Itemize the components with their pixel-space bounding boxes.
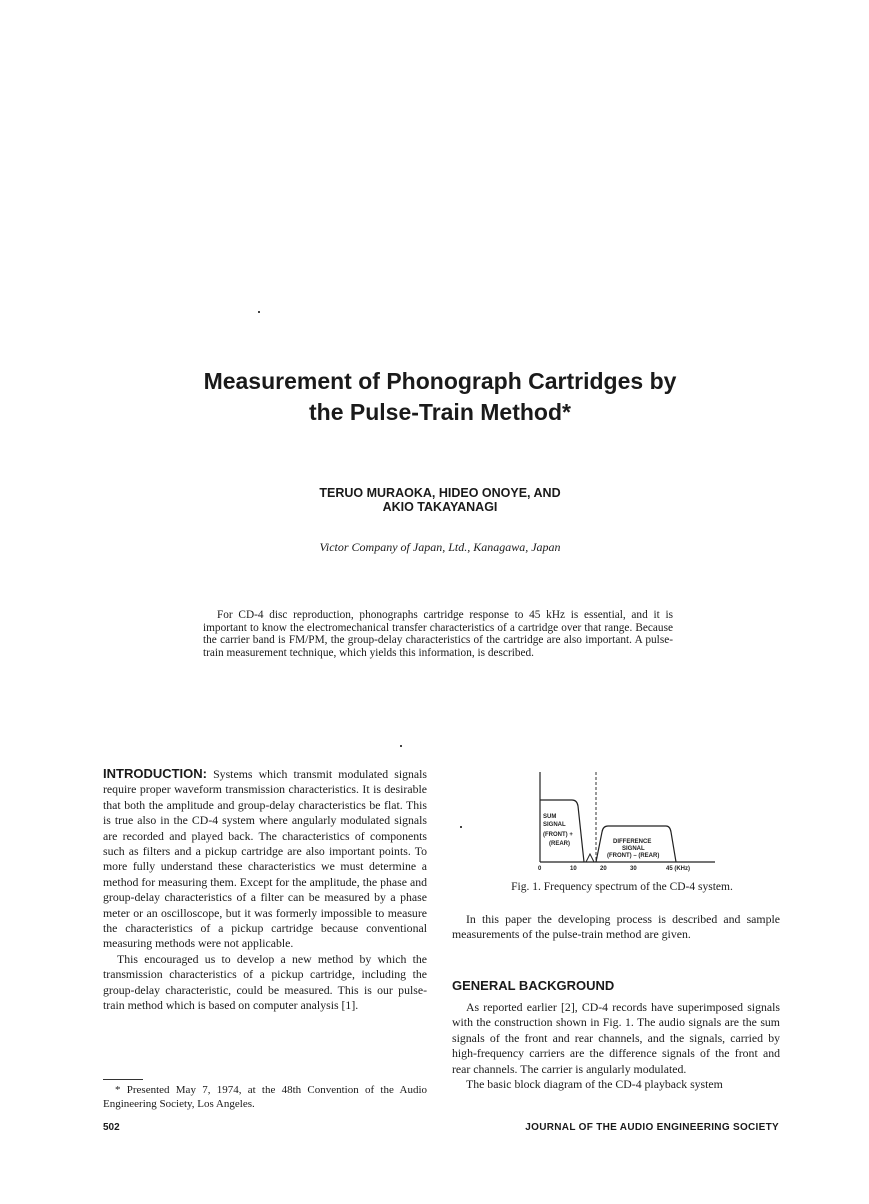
- diff-label-3: (FRONT) – (REAR): [607, 853, 660, 859]
- intro-text-1: Systems which transmit modulated signals require proper waveform transmission characteristics. It is desirable that both the amplitude and group-delay characteristics be flat. This is true also in the CD-4 system where angularly modulated signals are recorded and played back. The characteristics of components such as filters and a pickup cartridge are also important points. To more fully understand these characteristics we must determine a method for measuring them. Except for the amplitude, the phase and group-delay characteristics of a filter can be measured by a phase meter or an oscilloscope, but it was formerly impossible to measure the characteristics of a pickup cartridge because conventional measuring methods were not applicable.: [103, 767, 427, 951]
- tick-10: 10: [570, 866, 577, 872]
- tick-45: 45 (KHz): [666, 866, 691, 872]
- diff-label-2: SIGNAL: [622, 846, 645, 852]
- sum-signal-curve: [540, 800, 584, 862]
- gap-mark: [586, 854, 594, 862]
- tick-20: 20: [600, 866, 607, 872]
- diff-label-1: DIFFERENCE: [613, 839, 652, 845]
- abstract: For CD-4 disc reproduction, phonographs cartridge response to 45 kHz is essential, and it is important to know the electromechanical transfer characteristics of a cartridge over that range. Because the carrier band is FM/PM, the group-delay characteristics of the cartridge are also important. A pulse-train measurement technique, which yields this information, is described.: [203, 609, 673, 659]
- footnote: * Presented May 7, 1974, at the 48th Convention of the Audio Engineering Society, Los Angeles.: [103, 1084, 427, 1110]
- sum-label-3: (FRONT) +: [543, 832, 573, 838]
- authors-line-2: AKIO TAKAYANAGI: [382, 500, 498, 514]
- right-paragraph-1: In this paper the developing process is described and sample measurements of the pulse-train method are given.: [452, 912, 780, 942]
- journal-name: JOURNAL OF THE AUDIO ENGINEERING SOCIETY: [525, 1122, 779, 1133]
- background-paragraph-1: As reported earlier [2], CD-4 records have superimposed signals with the construction shown in Fig. 1. The audio signals are the sum signals of the front and rear channels, and the signals, carried by high-frequency carriers are the difference signals of the front and rear channels. The carrier is angularly modulated.: [452, 1000, 780, 1076]
- frequency-spectrum-figure: [530, 768, 720, 874]
- sum-label-4: (REAR): [549, 841, 570, 847]
- author-list: [250, 486, 630, 514]
- section-heading-general-background: GENERAL BACKGROUND: [452, 978, 615, 993]
- tick-30: 30: [630, 866, 637, 872]
- scan-speck: [400, 745, 402, 747]
- paper-title: [150, 366, 730, 428]
- affiliation: Victor Company of Japan, Ltd., Kanagawa, Japan: [319, 540, 561, 554]
- intro-paragraph-2: This encouraged us to develop a new method by which the transmission characteristics of a pickup cartridge, including the group-delay characteristic, could be measured. This is our pulse-train method which is based on computer analysis [1].: [103, 951, 427, 1013]
- scan-speck: [460, 826, 462, 828]
- right-column-background: [452, 1000, 780, 1092]
- title-line-1: Measurement of Phonograph Cartridges by: [203, 368, 677, 394]
- figure-caption: Fig. 1. Frequency spectrum of the CD-4 system.: [511, 881, 733, 893]
- right-column-intro: [452, 912, 780, 943]
- sum-label-2: SIGNAL: [543, 822, 566, 828]
- title-line-2: the Pulse-Train Method*: [309, 399, 571, 425]
- tick-0: 0: [538, 866, 542, 872]
- page-number: 502: [103, 1122, 120, 1133]
- scan-speck: [258, 311, 260, 313]
- authors-line-1: TERUO MURAOKA, HIDEO ONOYE, AND: [319, 486, 561, 500]
- left-column: [103, 766, 427, 1014]
- sum-label-1: SUM: [543, 814, 557, 820]
- footnote-rule: [103, 1079, 143, 1080]
- intro-paragraph-1: [103, 766, 427, 952]
- background-paragraph-2: The basic block diagram of the CD-4 playback system: [466, 1077, 723, 1092]
- intro-heading: INTRODUCTION:: [103, 766, 207, 781]
